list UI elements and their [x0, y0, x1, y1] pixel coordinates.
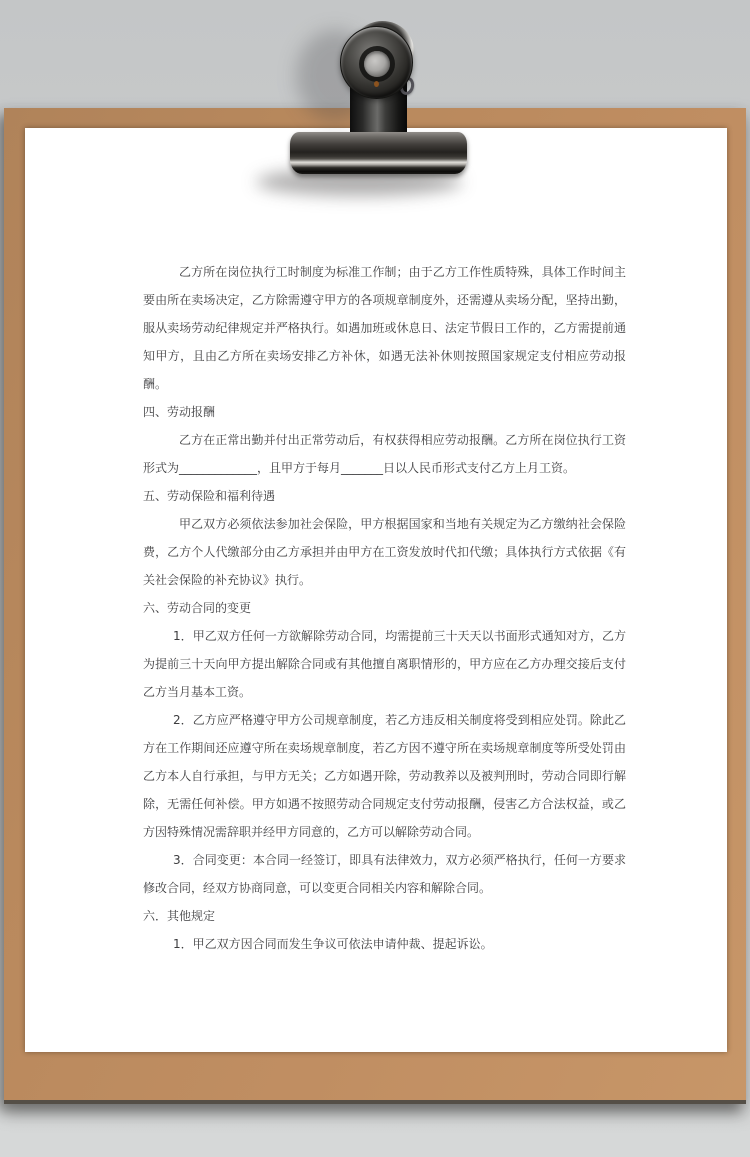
heading-section-6-other: 六．其他规定: [143, 909, 216, 923]
item-contract-modification: 3．合同变更：本合同一经签订，即具有法律效力，双方必须严格执行，任何一方要求修改合同，经双方协商同意，可以变更合同相关内容和解除合同。: [143, 853, 626, 895]
heading-section-4: 四、劳动报酬: [143, 405, 216, 419]
item-dispute-arbitration: 1．甲乙双方因合同而发生争议可依法申请仲裁、提起诉讼。: [173, 937, 493, 951]
paragraph-working-hours: 乙方所在岗位执行工时制度为标准工作制；由于乙方工作性质特殊，具体工作时间主要由所在卖场决定，乙方除需遵守甲方的各项规章制度外，还需遵从卖场分配，坚持出勤，服从卖场劳动纪律规定并严格执行。如遇加班或休息日、法定节假日工作的，乙方需提前通知甲方，且由乙方所在卖场安排乙方补休，如遇无法补休则按照国家规定支付相应劳动报酬。: [143, 265, 626, 391]
clip-glint: [374, 81, 379, 87]
paragraph-labor-pay: 乙方在正常出勤并付出正常劳动后，有权获得相应劳动报酬。乙方所在岗位执行工资形式为_____________，且甲方于每月_______日以人民币形式支付乙方上月工资。: [143, 433, 626, 475]
item-rules-compliance: 2．乙方应严格遵守甲方公司规章制度，若乙方违反相关制度将受到相应处罚。除此乙方在工作期间还应遵守所在卖场规章制度，若乙方因不遵守所在卖场规章制度等所受处罚由乙方本人自行承担，与甲方无关；乙方如遇开除，劳动教养以及被判刑时，劳动合同即行解除，无需任何补偿。甲方如遇不按照劳动合同规定支付劳动报酬，侵害乙方合法权益，或乙方因特殊情况需辞职并经甲方同意的，乙方可以解除劳动合同。: [143, 713, 626, 839]
clip-hinge-head: [340, 26, 413, 99]
heading-section-6-change: 六、劳动合同的变更: [143, 601, 252, 615]
contract-text-block: [143, 258, 626, 958]
contract-paper: [25, 128, 727, 1052]
heading-section-5: 五、劳动保险和福利待遇: [143, 489, 276, 503]
clip-grip-bar: [290, 132, 467, 174]
item-termination-notice: 1．甲乙双方任何一方欲解除劳动合同，均需提前三十天天以书面形式通知对方，乙方为提前三十天向甲方提出解除合同或有其他擅自离职情形的，甲方应在乙方办理交接后支付乙方当月基本工资。: [143, 629, 626, 699]
paragraph-social-insurance: 甲乙双方必须依法参加社会保险，甲方根据国家和当地有关规定为乙方缴纳社会保险费，乙方个人代缴部分由乙方承担并由甲方在工资发放时代扣代缴；具体执行方式依据《有关社会保险的补充协议》执行。: [143, 517, 626, 587]
clip-hinge-hole: [364, 51, 390, 77]
